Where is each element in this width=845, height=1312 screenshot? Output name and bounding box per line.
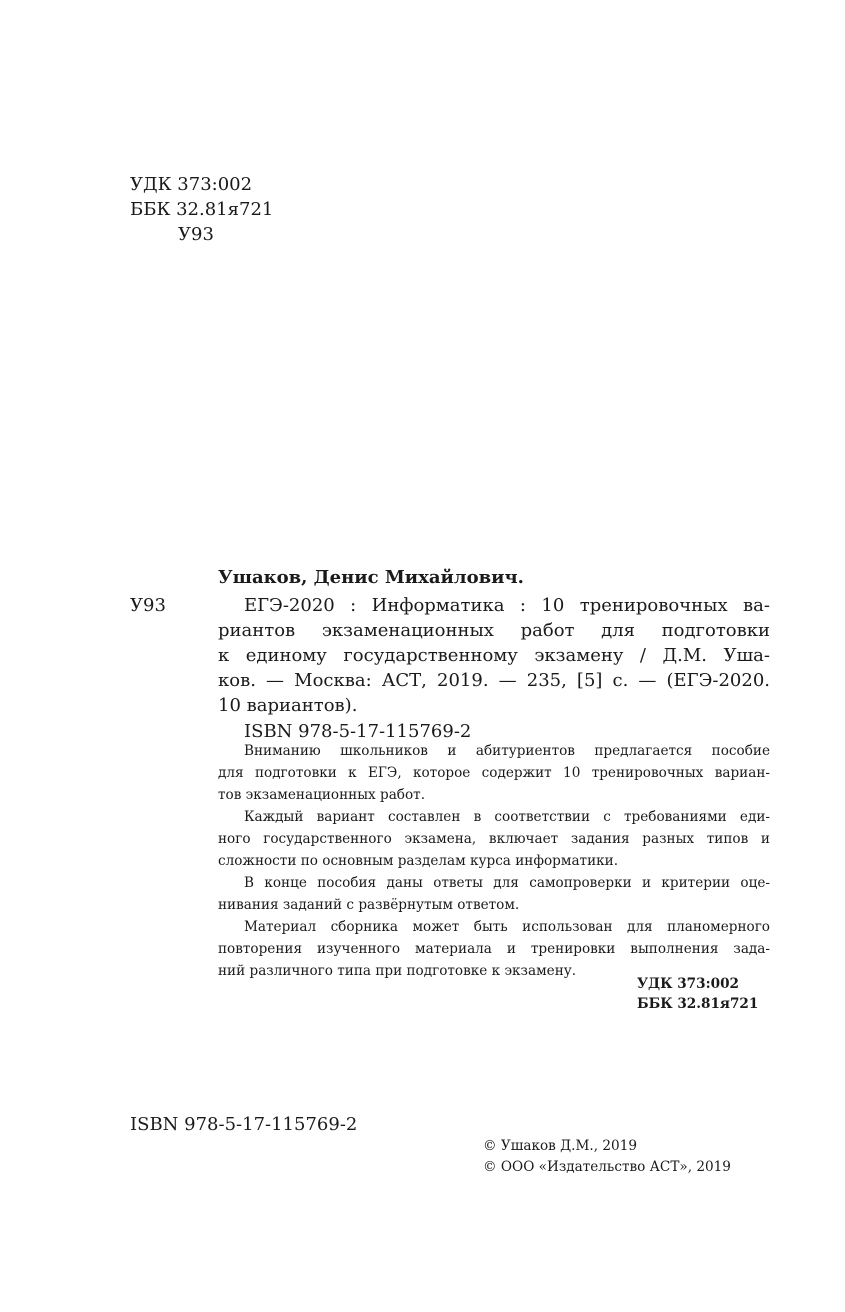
title-line: 10 вариантов). bbox=[218, 695, 358, 716]
annotation-line: ного государственного экзамена, включает задания разных типов и bbox=[218, 831, 770, 847]
title-line: к единому государственному экзамену / Д.М. Уша- bbox=[218, 645, 770, 666]
annotation-line: Вниманию школьников и абитуриентов предлагается пособие bbox=[244, 743, 770, 759]
bbk-code-bottom: ББК 32.81я721 bbox=[637, 996, 759, 1012]
copyright-publisher: © ООО «Издательство АСТ», 2019 bbox=[483, 1159, 731, 1175]
udk-code-bottom: УДК 373:002 bbox=[637, 976, 739, 992]
annotation-line: Каждый вариант составлен в соответствии с требованиями еди- bbox=[244, 809, 770, 825]
annotation-line: нивания заданий с развёрнутым ответом. bbox=[218, 897, 520, 913]
isbn-footer: ISBN 978-5-17-115769-2 bbox=[130, 1114, 358, 1135]
bbk-code-top: ББК 32.81я721 bbox=[130, 199, 274, 220]
annotation-line: повторения изученного материала и тренировки выполнения зада- bbox=[218, 941, 770, 957]
annotation-line: ний различного типа при подготовке к экзамену. bbox=[218, 963, 577, 979]
annotation-line: Материал сборника может быть использован для планомерного bbox=[244, 919, 770, 935]
author-mark: У93 bbox=[130, 595, 166, 616]
annotation-line: тов экзаменационных работ. bbox=[218, 787, 426, 803]
author-mark-top: У93 bbox=[178, 224, 214, 245]
annotation-line: для подготовки к ЕГЭ, которое содержит 10 тренировочных вариан- bbox=[218, 765, 770, 781]
title-line: риантов экзаменационных работ для подготовки bbox=[218, 620, 770, 641]
copyright-author: © Ушаков Д.М., 2019 bbox=[483, 1138, 637, 1154]
udk-code-top: УДК 373:002 bbox=[130, 174, 253, 195]
isbn-record: ISBN 978-5-17-115769-2 bbox=[244, 721, 472, 742]
title-line: ков. — Москва: АСТ, 2019. — 235, [5] с. — (ЕГЭ-2020. bbox=[218, 670, 770, 691]
author-name: Ушаков, Денис Михайлович. bbox=[218, 567, 524, 588]
annotation-line: сложности по основным разделам курса информатики. bbox=[218, 853, 619, 869]
title-line: ЕГЭ-2020 : Информатика : 10 тренировочных ва- bbox=[244, 595, 770, 616]
annotation-line: В конце пособия даны ответы для самопроверки и критерии оце- bbox=[244, 875, 770, 891]
